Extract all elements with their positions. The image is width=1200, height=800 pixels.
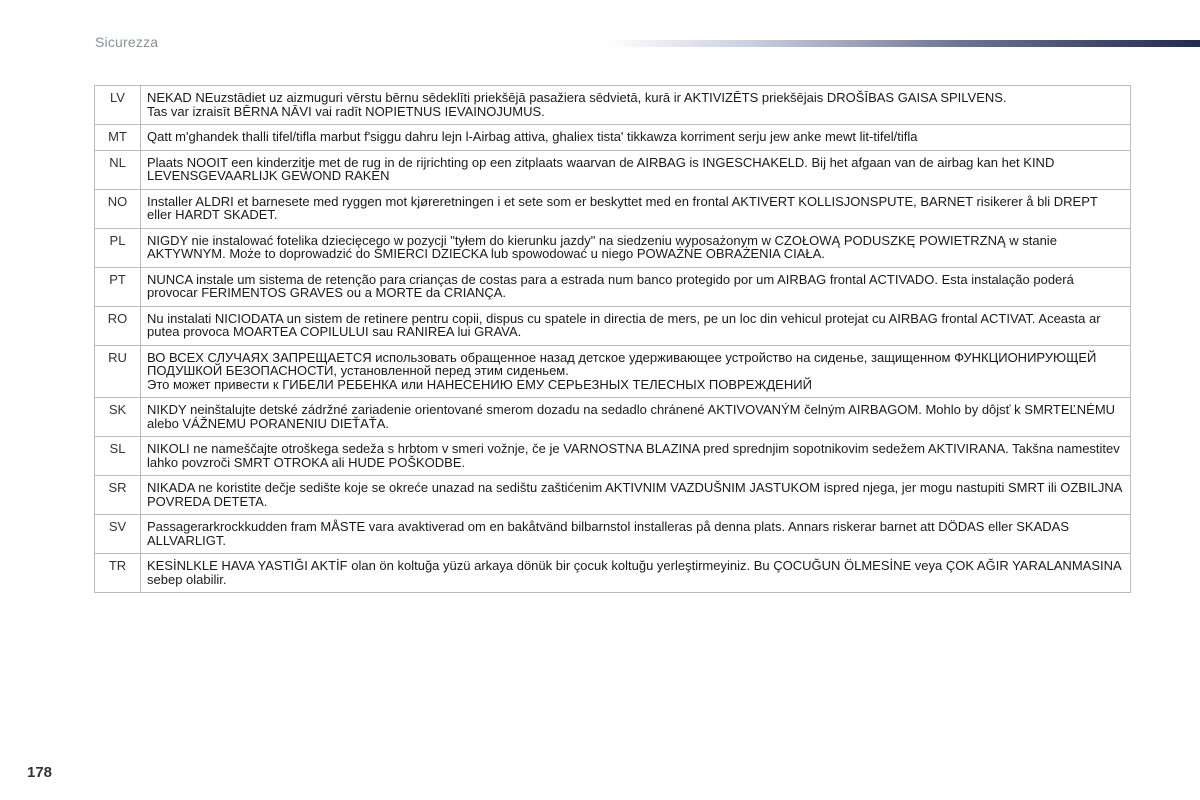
language-code: LV xyxy=(95,86,141,125)
warning-text xyxy=(141,345,1131,398)
warning-text-line: Passagerarkrockkudden fram MÅSTE vara avaktiverad om en bakåtvänd bilbarnstol installeras på denna plats. Annars riskerar barnet att DÖDAS eller SKADAS ALLVARLIGT. xyxy=(147,519,1069,548)
warning-text-line: Plaats NOOIT een kinderzitje met de rug in de rijrichting op een zitplaats waarvan de AIRBAG is INGESCHAKELD. Bij het afgaan van de airbag kan het KIND LEVENSGEVAARLIJK GEWOND RAKEN xyxy=(147,154,1055,183)
airbag-warning-table xyxy=(94,85,1131,593)
warning-text-line: KESİNLKLE HAVA YASTIĞI AKTİF olan ön koltuğa yüzü arkaya dönük bir çocuk koltuğu yerleştirmeyiniz. Bu ÇOCUĞUN ÖLMESİNE veya ÇOK AĞIR YARALANMASINA sebep olabilir. xyxy=(147,558,1121,587)
table-row xyxy=(95,125,1131,151)
table-row xyxy=(95,515,1131,554)
warning-text-line: Qatt m'ghandek thalli tifel/tifla marbut f'siggu dahru lejn l-Airbag attiva, ghaliex tista' tikkawza korriment serju jew anke mewt lit-tifel/tifla xyxy=(147,129,918,144)
language-code: SL xyxy=(95,437,141,476)
table-row xyxy=(95,345,1131,398)
warning-text xyxy=(141,306,1131,345)
warning-table-body xyxy=(95,86,1131,593)
warning-text-line: NIKOLI ne nameščajte otroškega sedeža s hrbtom v smeri vožnje, če je VARNOSTNA BLAZINA pred sprednjim sopotnikovim sedežem AKTIVIRANA. Takšna namestitev lahko povzroči SMRT OTROKA ali HUDE POŠKODBE. xyxy=(147,441,1120,470)
table-row xyxy=(95,86,1131,125)
warning-text xyxy=(141,150,1131,189)
language-code: SK xyxy=(95,398,141,437)
section-title: Sicurezza xyxy=(95,34,159,50)
language-code: MT xyxy=(95,125,141,151)
warning-text xyxy=(141,554,1131,593)
language-code: NO xyxy=(95,189,141,228)
warning-text-line: NIGDY nie instalować fotelika dziecięcego w pozycji "tyłem do kierunku jazdy" na siedzeniu wyposażonym w CZOŁOWĄ PODUSZKĘ POWIETRZNĄ w stanie AKTYWNYM. Może to doprowadzić do ŚMIERCI DZIECKA lub spowodować u niego POWAŻNE OBRAŻENIA CIAŁA. xyxy=(147,232,1057,261)
language-code: PT xyxy=(95,267,141,306)
warning-text xyxy=(141,228,1131,267)
table-row xyxy=(95,228,1131,267)
table-row xyxy=(95,150,1131,189)
warning-text xyxy=(141,515,1131,554)
table-row xyxy=(95,476,1131,515)
warning-text xyxy=(141,267,1131,306)
warning-text-line: ВО ВСЕХ СЛУЧАЯХ ЗАПРЕЩАЕТСЯ использовать обращенное назад детское удерживающее устройство на сиденье, защищенном ФУНКЦИОНИРУЮЩЕЙ ПОДУШКОЙ БЕЗОПАСНОСТИ, установленной перед этим сиденьем. xyxy=(147,349,1097,378)
page-number: 178 xyxy=(27,764,53,781)
warning-text-line: NUNCA instale um sistema de retenção para crianças de costas para a estrada num banco protegido por um AIRBAG frontal ACTIVADO. Esta instalação poderá provocar FERIMENTOS GRAVES ou a MORTE da CRIANÇA. xyxy=(147,271,1074,300)
language-code: TR xyxy=(95,554,141,593)
warning-text-line: Это может привести к ГИБЕЛИ РЕБЕНКА или НАНЕСЕНИЮ ЕМУ СЕРЬЕЗНЫХ ТЕЛЕСНЫХ ПОВРЕЖДЕНИЙ xyxy=(147,376,812,392)
table-row xyxy=(95,398,1131,437)
warning-text xyxy=(141,125,1131,151)
table-row xyxy=(95,554,1131,593)
language-code: PL xyxy=(95,228,141,267)
language-code: RO xyxy=(95,306,141,345)
header-gradient-bar xyxy=(605,40,1200,47)
warning-text-line: Tas var izraisīt BĒRNA NĀVI vai radīt NOPIETNUS IEVAINOJUMUS. xyxy=(147,103,545,119)
table-row xyxy=(95,437,1131,476)
warning-text-line: NIKDY neinštalujte detské zádržné zariadenie orientované smerom dozadu na sedadlo chránené AKTIVOVANÝM čelným AIRBAGOM. Mohlo by dôjsť k SMRTEĽNÉMU alebo VÁŽNEMU PORANENIU DIEŤAŤA. xyxy=(147,402,1116,431)
warning-text-line: Installer ALDRI et barnesete med ryggen mot kjøreretningen i et sete som er beskyttet med en frontal AKTIVERT KOLLISJONSPUTE, BARNET risikerer å bli DREPT eller HARDT SKADET. xyxy=(147,193,1098,222)
warning-text xyxy=(141,86,1131,125)
language-code: RU xyxy=(95,345,141,398)
warning-text xyxy=(141,189,1131,228)
language-code: SR xyxy=(95,476,141,515)
warning-text-line: NEKAD NEuzstādiet uz aizmuguri vērstu bērnu sēdeklīti priekšējā pasažiera sēdvietā, kurā ir AKTIVIZĒTS priekšējais DROŠĪBAS GAISA SPILVENS. xyxy=(147,90,1007,105)
table-row xyxy=(95,306,1131,345)
warning-text xyxy=(141,398,1131,437)
language-code: SV xyxy=(95,515,141,554)
warning-text xyxy=(141,476,1131,515)
table-row xyxy=(95,267,1131,306)
warning-text-line: NIKADA ne koristite dečje sedište koje se okreće unazad na sedištu zaštićenim AKTIVNIM VAZDUŠNIM JASTUKOM ispred njega, jer mogu nastupiti SMRT ili OZBILJNA POVREDA DETETA. xyxy=(147,480,1122,509)
table-row xyxy=(95,189,1131,228)
warning-text-line: Nu instalati NICIODATA un sistem de retinere pentru copii, dispus cu spatele in directia de mers, pe un loc din vehicul protejat cu AIRBAG frontal ACTIVAT. Aceasta ar putea provoca MOARTEA COPILULUI sau RANIREA lui GRAVA. xyxy=(147,310,1101,339)
warning-text xyxy=(141,437,1131,476)
language-code: NL xyxy=(95,150,141,189)
